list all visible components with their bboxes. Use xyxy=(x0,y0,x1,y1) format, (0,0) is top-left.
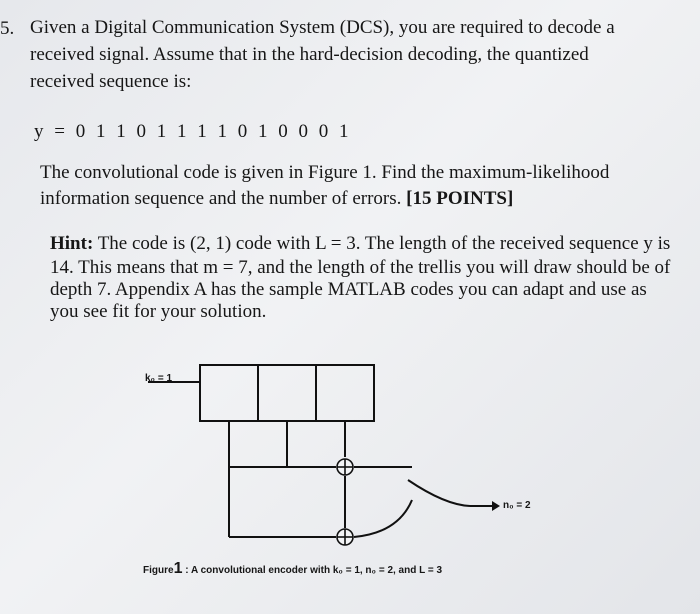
register-cell-3 xyxy=(316,365,374,421)
input-label: k₀ = 1 xyxy=(145,373,173,384)
hint-line-1-text: The code is (2, 1) code with L = 3. The length of the received sequence y is xyxy=(97,233,671,254)
caption-number: 1 xyxy=(173,560,183,577)
points-label: [15 POINTS] xyxy=(406,188,514,209)
commutator-arm xyxy=(408,480,470,506)
received-sequence: y = 0 1 1 0 1 1 1 1 0 1 0 0 0 1 xyxy=(34,121,352,142)
register-cell-2 xyxy=(258,365,316,421)
hint-label: Hint: xyxy=(50,233,94,254)
intro-line-3: received sequence is: xyxy=(30,71,192,92)
task-line-2-text: information sequence and the number of errors. xyxy=(40,188,402,209)
figure-caption xyxy=(143,560,442,578)
intro-line-2: received signal. Assume that in the hard-decision decoding, the quantized xyxy=(30,44,589,65)
hint-line-2: 14. This means that m = 7, and the length of the trellis you will draw should be of xyxy=(50,257,671,278)
question-number: 5. xyxy=(0,18,15,39)
caption-text: : A convolutional encoder with k₀ = 1, n₀ = 2, and L = 3 xyxy=(185,565,443,576)
hint-line-3: depth 7. Appendix A has the sample MATLAB codes you can adapt and use as xyxy=(50,279,647,300)
caption-prefix: Figure xyxy=(143,565,174,576)
register-cell-1 xyxy=(200,365,258,421)
task-line-1: The convolutional code is given in Figure 1. Find the maximum-likelihood xyxy=(40,162,610,183)
hint-line-4: you see fit for your solution. xyxy=(50,301,267,322)
intro-line-1: Given a Digital Communication System (DCS), you are required to decode a xyxy=(30,17,615,38)
bottom-adder-output xyxy=(354,500,412,537)
output-arrowhead xyxy=(492,501,500,511)
output-label: n₀ = 2 xyxy=(503,500,531,511)
